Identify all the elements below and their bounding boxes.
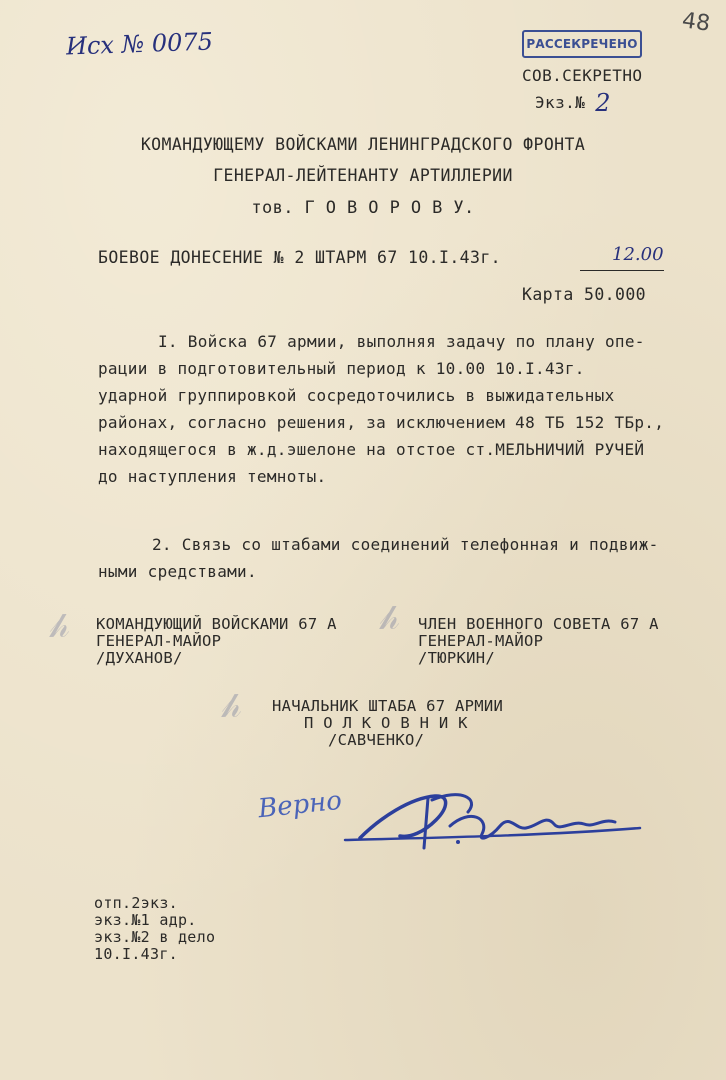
addressee-line-1: КОМАНДУЮЩЕМУ ВОЙСКАМИ ЛЕНИНГРАДСКОГО ФРОНТА (140, 135, 586, 154)
report-title: БОЕВОЕ ДОНЕСЕНИЕ № 2 ШТАРМ 67 10.I.43г. (98, 248, 502, 267)
map-scale: Карта 50.000 (522, 285, 647, 304)
commander-rank: ГЕНЕРАЛ-МАЙОР (96, 632, 222, 650)
stamp-text: РАССЕКРЕЧЕНО (526, 37, 638, 51)
council-member-title: ЧЛЕН ВОЕННОГО СОВЕТА 67 А (418, 615, 659, 633)
p1-line-6: до наступления темноты. (98, 467, 327, 486)
faint-signature-mark-middle: 𝒽 (380, 598, 400, 638)
chief-of-staff-rank: П О Л К О В Н И К (304, 714, 468, 732)
p1-line-3: ударной группировкой сосредоточились в выжидательных (98, 386, 615, 405)
council-member-name: /ТЮРКИН/ (418, 649, 496, 667)
copy-number (535, 86, 611, 117)
handwritten-signature (340, 778, 660, 868)
secrecy-label: СОВ.СЕКРЕТНО (522, 66, 643, 85)
commander-title: КОМАНДУЮЩИЙ ВОЙСКАМИ 67 А (96, 615, 337, 633)
page-number: 48 (680, 8, 712, 37)
p1-line-4: районах, согласно решения, за исключением 48 ТБ 152 ТБр., (98, 413, 665, 432)
signature-chief-of-staff (272, 698, 503, 749)
distribution-line-4: 10.I.43г. (94, 945, 178, 963)
commander-name: /ДУХАНОВ/ (96, 649, 183, 667)
p2-line-1: 2. Связь со штабами соединений телефонная и подвиж- (152, 535, 659, 554)
copy-number-value: 2 (595, 89, 611, 117)
p2-line-2: ными средствами. (98, 562, 257, 581)
report-time: 12.00 (612, 244, 664, 265)
report-time-underline (580, 270, 664, 271)
p1-line-1: I. Войска 67 армии, выполняя задачу по плану опе- (158, 332, 645, 351)
distribution-line-2: экз.№1 адр. (94, 911, 197, 929)
copy-number-label: Экз.№ (535, 93, 586, 112)
faint-signature-mark-bottom: 𝒽 (222, 686, 242, 726)
p1-line-5: находящегося в ж.д.эшелоне на отстое ст.МЕЛЬНИЧИЙ РУЧЕЙ (98, 440, 645, 459)
addressee-line-2: ГЕНЕРАЛ-ЛЕЙТЕНАНТУ АРТИЛЛЕРИИ (213, 166, 513, 185)
distribution-line-3: экз.№2 в дело (94, 928, 216, 946)
paragraph-1 (98, 328, 664, 490)
distribution-line-1: отп.2экз. (94, 894, 178, 912)
outgoing-number: Исх № 0075 (65, 27, 214, 61)
chief-of-staff-title: НАЧАЛЬНИК ШТАБА 67 АРМИИ (272, 697, 504, 715)
signature-commander (96, 616, 337, 667)
p1-line-2: рации в подготовительный период к 10.00 10.I.43г. (98, 359, 585, 378)
chief-of-staff-name: /САВЧЕНКО/ (328, 731, 425, 749)
addressee-line-3: тов. Г О В О Р О В У. (251, 198, 475, 218)
distribution-list (94, 895, 215, 963)
council-member-rank: ГЕНЕРАЛ-МАЙОР (418, 632, 544, 650)
signature-council-member (418, 616, 659, 667)
declassified-stamp (522, 30, 642, 58)
paragraph-2 (98, 531, 659, 585)
verification-note: Верно (256, 785, 344, 825)
faint-signature-mark-left: 𝒽 (50, 606, 70, 646)
